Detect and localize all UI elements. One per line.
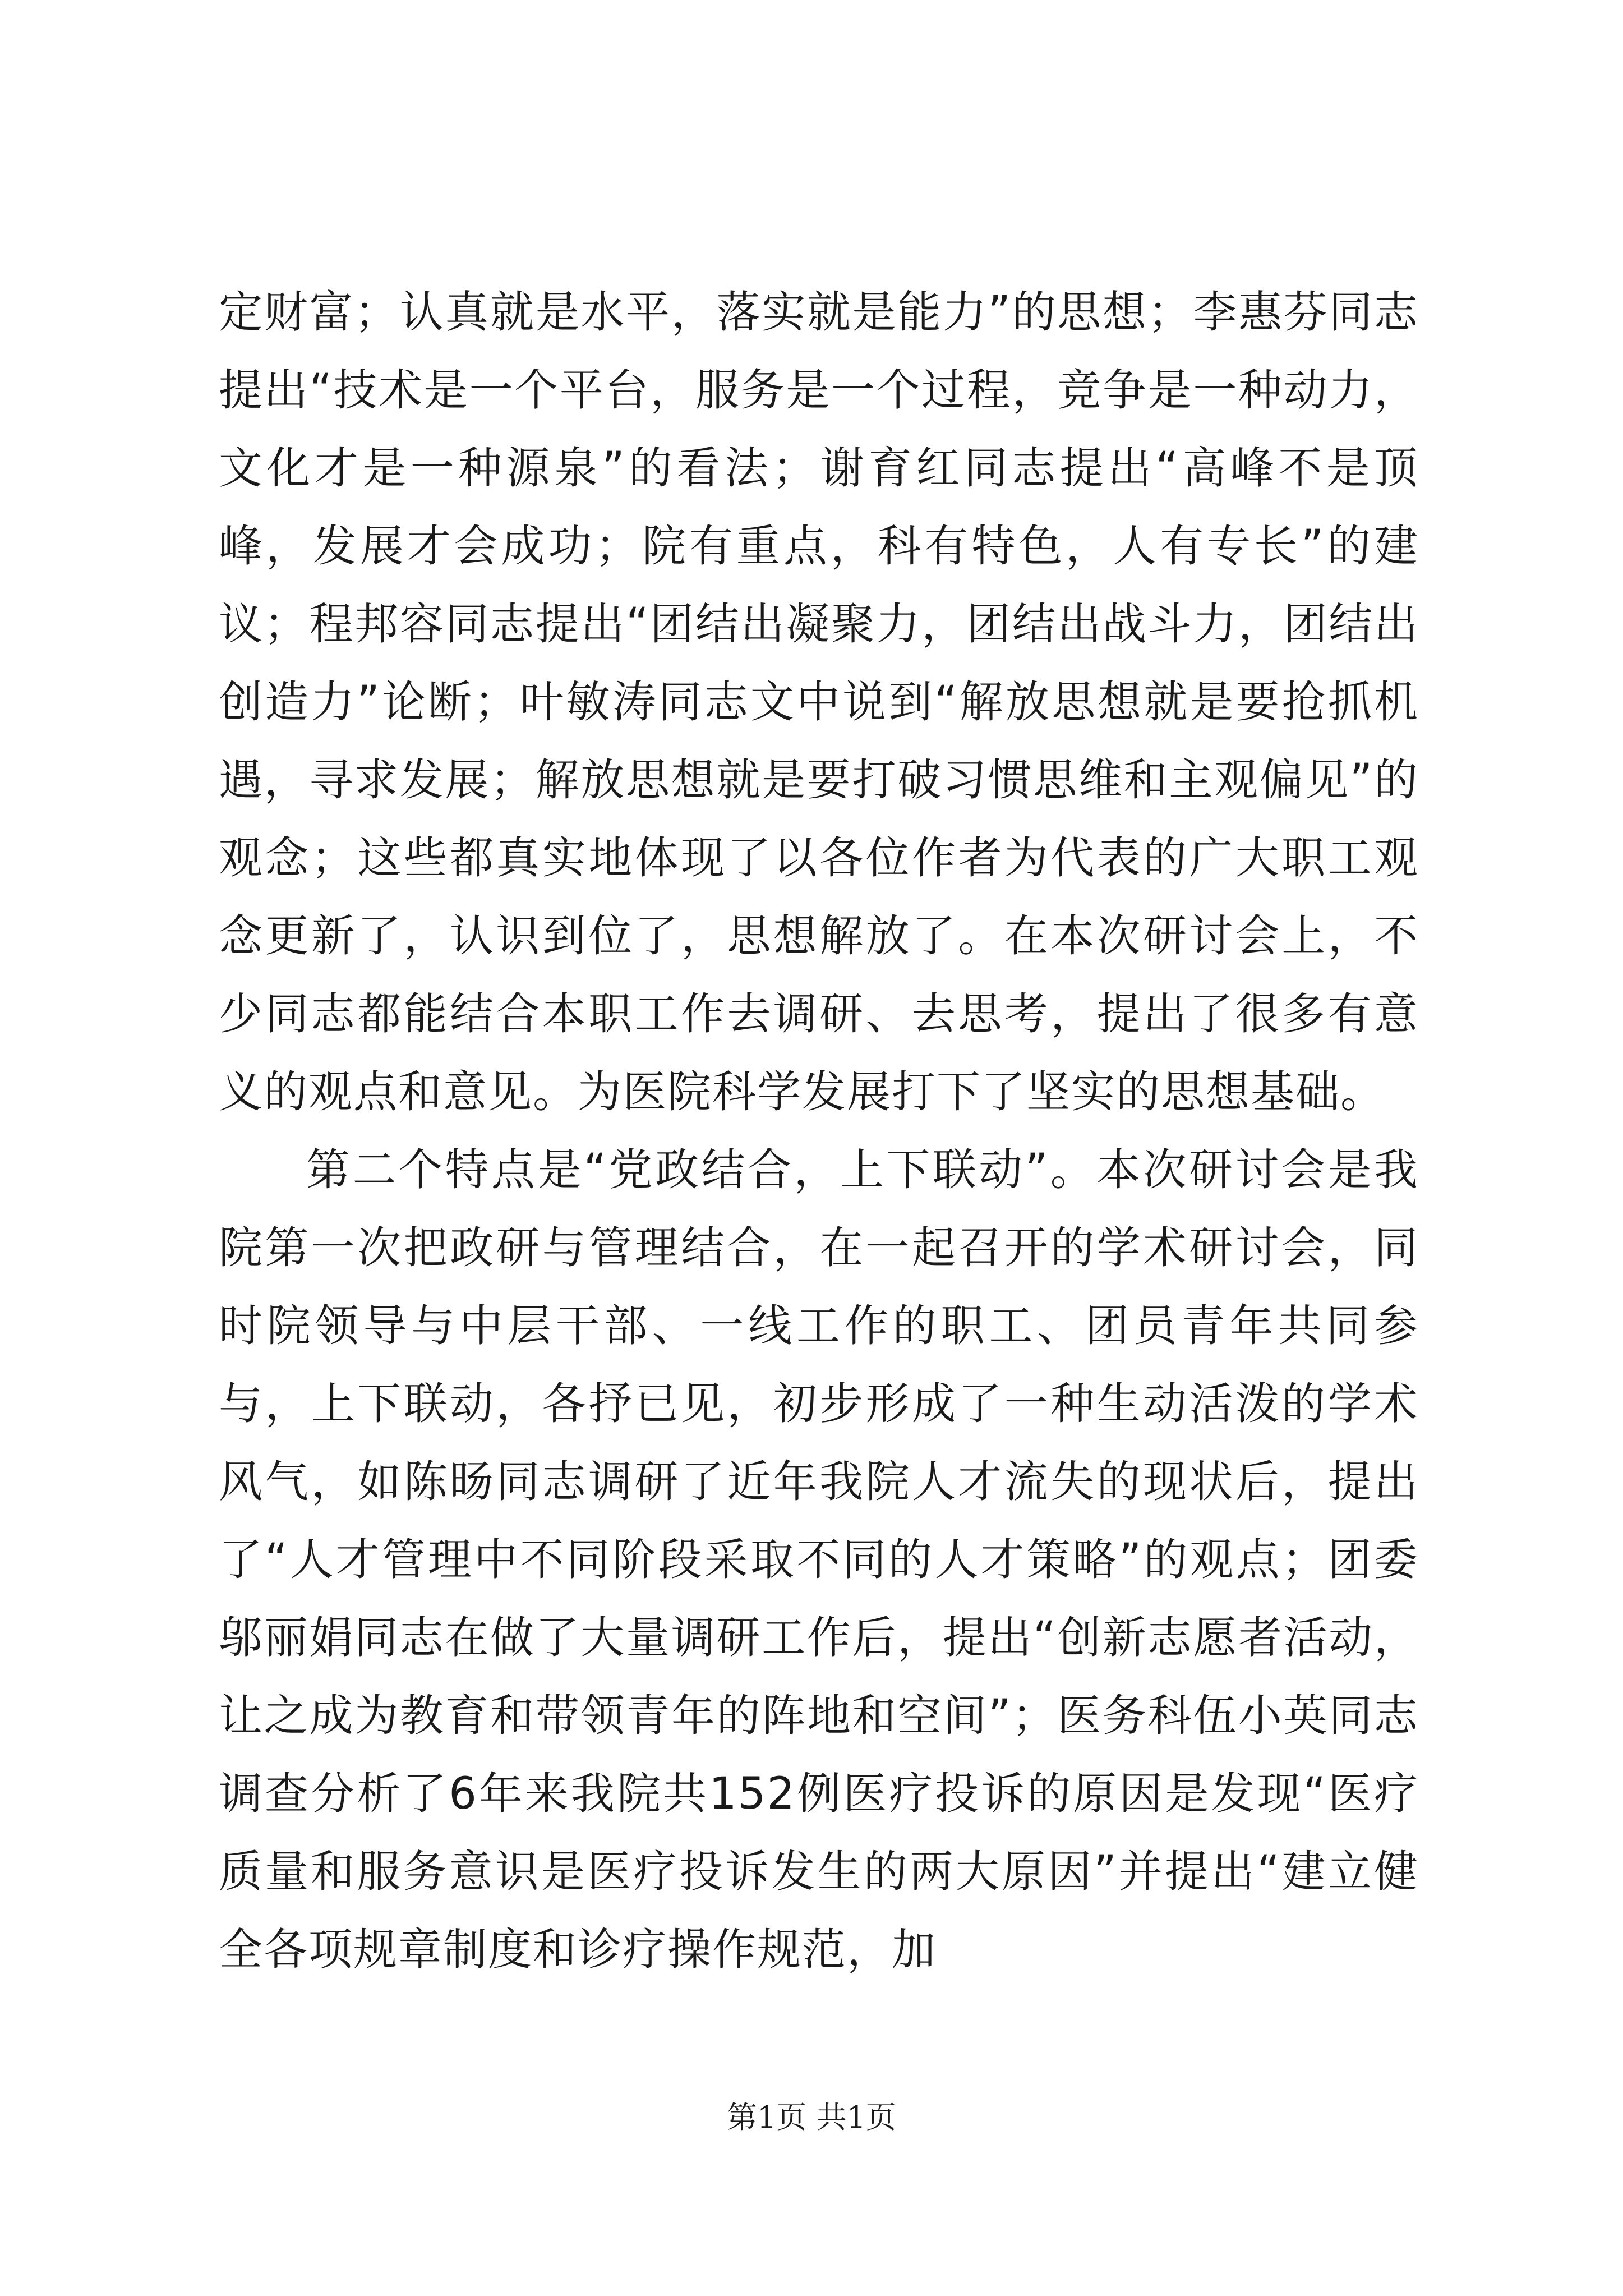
- document-body: [219, 274, 1419, 1989]
- paragraph-2: 第二个特点是“党政结合，上下联动”。本次研讨会是我院第一次把政研与管理结合，在一起召开的学术研讨会，同时院领导与中层干部、一线工作的职工、团员青年共同参与，上下联动，各抒已见，初步形成了一种生动活泼的学术风气，如陈旸同志调研了近年我院人才流失的现状后，提出了“人才管理中不同阶段采取不同的人才策略”的观点；团委邬丽娟同志在做了大量调研工作后，提出“创新志愿者活动，让之成为教育和带领青年的阵地和空间”；医务科伍小英同志调查分析了6年来我院共152例医疗投诉的原因是发现“医疗质量和服务意识是医疗投诉发生的两大原因”并提出“建立健全各项规章制度和诊疗操作规范，加: [219, 1145, 1419, 1975]
- page-footer: 第1页 共1页: [727, 2100, 896, 2135]
- paragraph-1: 定财富；认真就是水平，落实就是能力”的思想；李惠芬同志提出“技术是一个平台，服务是一个过程，竞争是一种动力，文化才是一种源泉”的看法；谢育红同志提出“高峰不是顶峰，发展才会成功；院有重点，科有特色，人有专长”的建议；程邦容同志提出“团结出凝聚力，团结出战斗力，团结出创造力”论断；叶敏涛同志文中说到“解放思想就是要抢抓机遇，寻求发展；解放思想就是要打破习惯思维和主观偏见”的观念；这些都真实地体现了以各位作者为代表的广大职工观念更新了，认识到位了，思想解放了。在本次研讨会上，不少同志都能结合本职工作去调研、去思考，提出了很多有意义的观点和意见。为医院科学发展打下了坚实的思想基础。: [219, 287, 1419, 1117]
